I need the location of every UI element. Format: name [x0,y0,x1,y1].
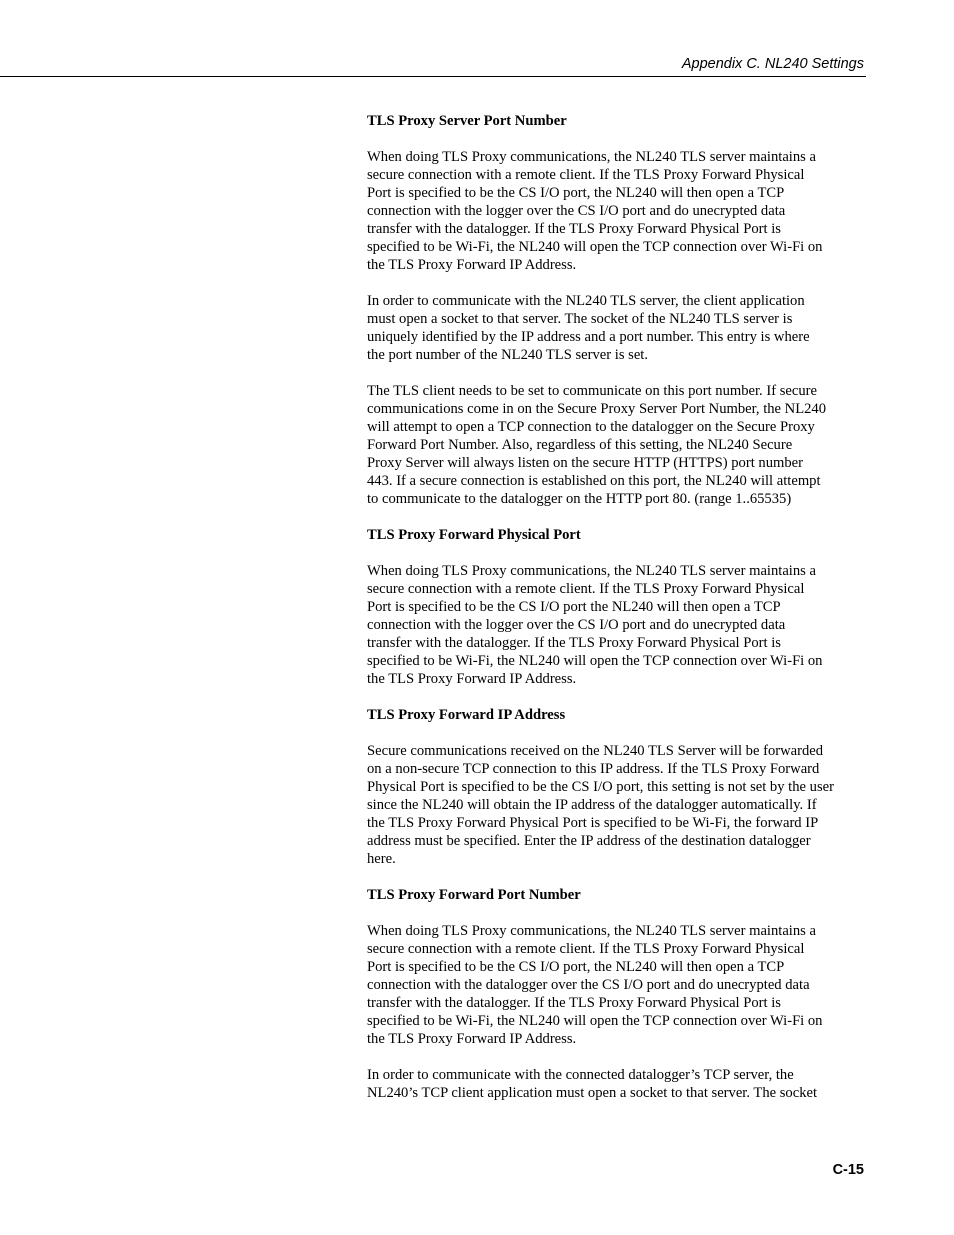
header-rule [0,76,866,77]
paragraph [367,382,867,508]
text-line: connection with the logger over the CS I/O port and do unecrypted data [367,617,786,633]
text-line: Proxy Server will always listen on the secure HTTP (HTTPS) port number [367,455,803,471]
text-line: address must be specified. Enter the IP address of the destination datalogger [367,833,811,849]
text-line: the TLS Proxy Forward IP Address. [367,257,577,273]
text-line: secure connection with a remote client. If the TLS Proxy Forward Physical [367,941,805,957]
text-line: Forward Port Number. Also, regardless of this setting, the NL240 Secure [367,437,793,453]
text-line: will attempt to open a TCP connection to the datalogger on the Secure Proxy [367,419,815,435]
text-line: Port is specified to be the CS I/O port the NL240 will then open a TCP [367,599,781,615]
text-line: secure connection with a remote client. If the TLS Proxy Forward Physical [367,581,805,597]
paragraph [367,742,867,868]
section-heading: TLS Proxy Server Port Number [367,113,567,129]
text-line: uniquely identified by the IP address and a port number. This entry is where [367,329,810,345]
paragraph [367,922,867,1048]
text-line: communications come in on the Secure Proxy Server Port Number, the NL240 [367,401,827,417]
text-line: must open a socket to that server. The socket of the NL240 TLS server is [367,311,793,327]
text-line: NL240’s TCP client application must open a socket to that server. The socket [367,1085,818,1101]
paragraph [367,562,867,688]
running-header: Appendix C. NL240 Settings [681,56,864,72]
paragraph [367,148,867,274]
paragraph [367,292,867,364]
text-line: here. [367,851,396,867]
page-body [367,112,867,1120]
text-line: transfer with the datalogger. If the TLS Proxy Forward Physical Port is [367,221,781,237]
text-line: Port is specified to be the CS I/O port, the NL240 will then open a TCP [367,185,785,201]
paragraph [367,1066,867,1102]
text-line: Port is specified to be the CS I/O port, the NL240 will then open a TCP [367,959,785,975]
text-line: When doing TLS Proxy communications, the NL240 TLS server maintains a [367,563,816,579]
text-line: connection with the logger over the CS I/O port and do unecrypted data [367,203,786,219]
text-line: on a non-secure TCP connection to this IP address. If the TLS Proxy Forward [367,761,820,777]
text-line: In order to communicate with the connected datalogger’s TCP server, the [367,1067,794,1083]
text-line: to communicate to the datalogger on the HTTP port 80. (range 1..65535) [367,491,792,507]
text-line: When doing TLS Proxy communications, the NL240 TLS server maintains a [367,149,816,165]
text-line: the TLS Proxy Forward IP Address. [367,671,577,687]
text-line: connection with the datalogger over the CS I/O port and do unecrypted data [367,977,810,993]
text-line: The TLS client needs to be set to communicate on this port number. If secure [367,383,817,399]
text-line: specified to be Wi-Fi, the NL240 will open the TCP connection over Wi-Fi on [367,1013,823,1029]
section-heading: TLS Proxy Forward Port Number [367,887,581,903]
section-heading: TLS Proxy Forward IP Address [367,707,566,723]
section-heading: TLS Proxy Forward Physical Port [367,527,581,543]
text-line: the TLS Proxy Forward Physical Port is specified to be Wi-Fi, the forward IP [367,815,819,831]
text-line: transfer with the datalogger. If the TLS Proxy Forward Physical Port is [367,635,781,651]
page-number: C-15 [832,1162,864,1178]
text-line: Physical Port is specified to be the CS I/O port, this setting is not set by the user [367,779,834,795]
text-line: 443. If a secure connection is established on this port, the NL240 will attempt [367,473,821,489]
text-line: the TLS Proxy Forward IP Address. [367,1031,577,1047]
text-line: secure connection with a remote client. If the TLS Proxy Forward Physical [367,167,805,183]
text-line: In order to communicate with the NL240 TLS server, the client application [367,293,805,309]
text-line: the port number of the NL240 TLS server is set. [367,347,649,363]
text-line: transfer with the datalogger. If the TLS Proxy Forward Physical Port is [367,995,781,1011]
text-line: When doing TLS Proxy communications, the NL240 TLS server maintains a [367,923,816,939]
text-line: specified to be Wi-Fi, the NL240 will open the TCP connection over Wi-Fi on [367,239,823,255]
text-line: specified to be Wi-Fi, the NL240 will open the TCP connection over Wi-Fi on [367,653,823,669]
text-line: since the NL240 will obtain the IP address of the datalogger automatically. If [367,797,817,813]
text-line: Secure communications received on the NL240 TLS Server will be forwarded [367,743,824,759]
